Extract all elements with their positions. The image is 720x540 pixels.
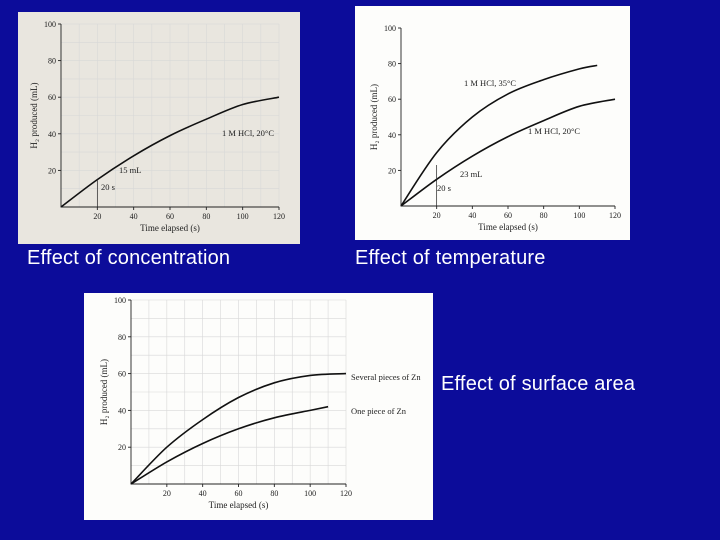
concentration-chart-panel — [18, 12, 300, 244]
caption-surface-area: Effect of surface area — [441, 373, 636, 395]
y-tick-label: 40 — [118, 406, 126, 416]
axis-lines — [401, 28, 615, 206]
x-tick-label: 20 — [162, 489, 171, 498]
x-tick-label: 120 — [340, 489, 352, 498]
y-axis-label: H₂ produced (mL) — [369, 83, 379, 151]
x-axis-label: Time elapsed (s) — [208, 500, 269, 510]
series-line — [401, 99, 615, 206]
y-tick-label: 60 — [118, 369, 126, 379]
x-tick-label: 100 — [236, 212, 249, 221]
concentration-chart — [18, 12, 300, 244]
y-tick-label: 80 — [118, 332, 126, 342]
annotation-label: 20 s — [437, 183, 451, 193]
y-tick-label: 20 — [388, 166, 396, 176]
series-label: 1 M HCl, 35°C — [464, 78, 517, 88]
annotation-label: 15 mL — [119, 165, 142, 175]
y-tick-label: 100 — [114, 296, 126, 305]
x-tick-label: 40 — [198, 489, 207, 498]
caption-temperature: Effect of temperature — [355, 247, 546, 269]
y-tick-label: 20 — [118, 443, 126, 453]
x-tick-label: 80 — [539, 211, 548, 220]
x-tick-label: 120 — [609, 211, 621, 220]
temperature-chart-panel — [355, 6, 630, 240]
annotation-label: 23 mL — [460, 169, 483, 179]
y-tick-label: 100 — [44, 20, 56, 29]
y-tick-label: 80 — [48, 56, 56, 66]
x-tick-label: 60 — [504, 211, 512, 220]
x-tick-label: 100 — [304, 489, 317, 498]
rate-triangle — [401, 165, 437, 206]
series-label: 1 M HCl, 20°C — [221, 128, 274, 138]
caption-concentration: Effect of concentration — [27, 247, 231, 269]
x-axis-label: Time elapsed (s) — [140, 223, 200, 233]
x-tick-label: 40 — [129, 212, 138, 221]
x-tick-label: 60 — [166, 212, 174, 221]
x-tick-label: 20 — [93, 212, 102, 221]
y-axis-label: H₂ produced (mL) — [29, 82, 39, 149]
y-tick-label: 60 — [388, 95, 396, 105]
y-tick-label: 40 — [48, 129, 56, 139]
y-tick-label: 80 — [388, 59, 396, 69]
series-label: 1 M HCl, 20°C — [528, 126, 581, 136]
y-tick-label: 40 — [388, 130, 396, 140]
series-label: Several pieces of Zn — [351, 372, 421, 382]
surface-area-chart — [84, 293, 433, 520]
y-tick-label: 60 — [48, 93, 56, 103]
series-line — [131, 407, 328, 484]
x-tick-label: 20 — [432, 211, 441, 220]
x-tick-label: 60 — [234, 489, 243, 498]
x-tick-label: 100 — [573, 211, 586, 220]
y-axis-label: H₂ produced (mL) — [99, 358, 109, 426]
y-tick-label: 20 — [48, 166, 56, 176]
x-tick-label: 120 — [273, 212, 285, 221]
y-tick-label: 100 — [384, 24, 396, 33]
annotation-label: 20 s — [101, 182, 115, 192]
x-tick-label: 40 — [468, 211, 477, 220]
series-label: One piece of Zn — [351, 406, 406, 416]
surface-area-chart-panel — [84, 293, 433, 520]
x-tick-label: 80 — [202, 212, 211, 221]
temperature-chart — [355, 6, 630, 240]
x-axis-label: Time elapsed (s) — [478, 222, 538, 232]
x-tick-label: 80 — [270, 489, 279, 498]
